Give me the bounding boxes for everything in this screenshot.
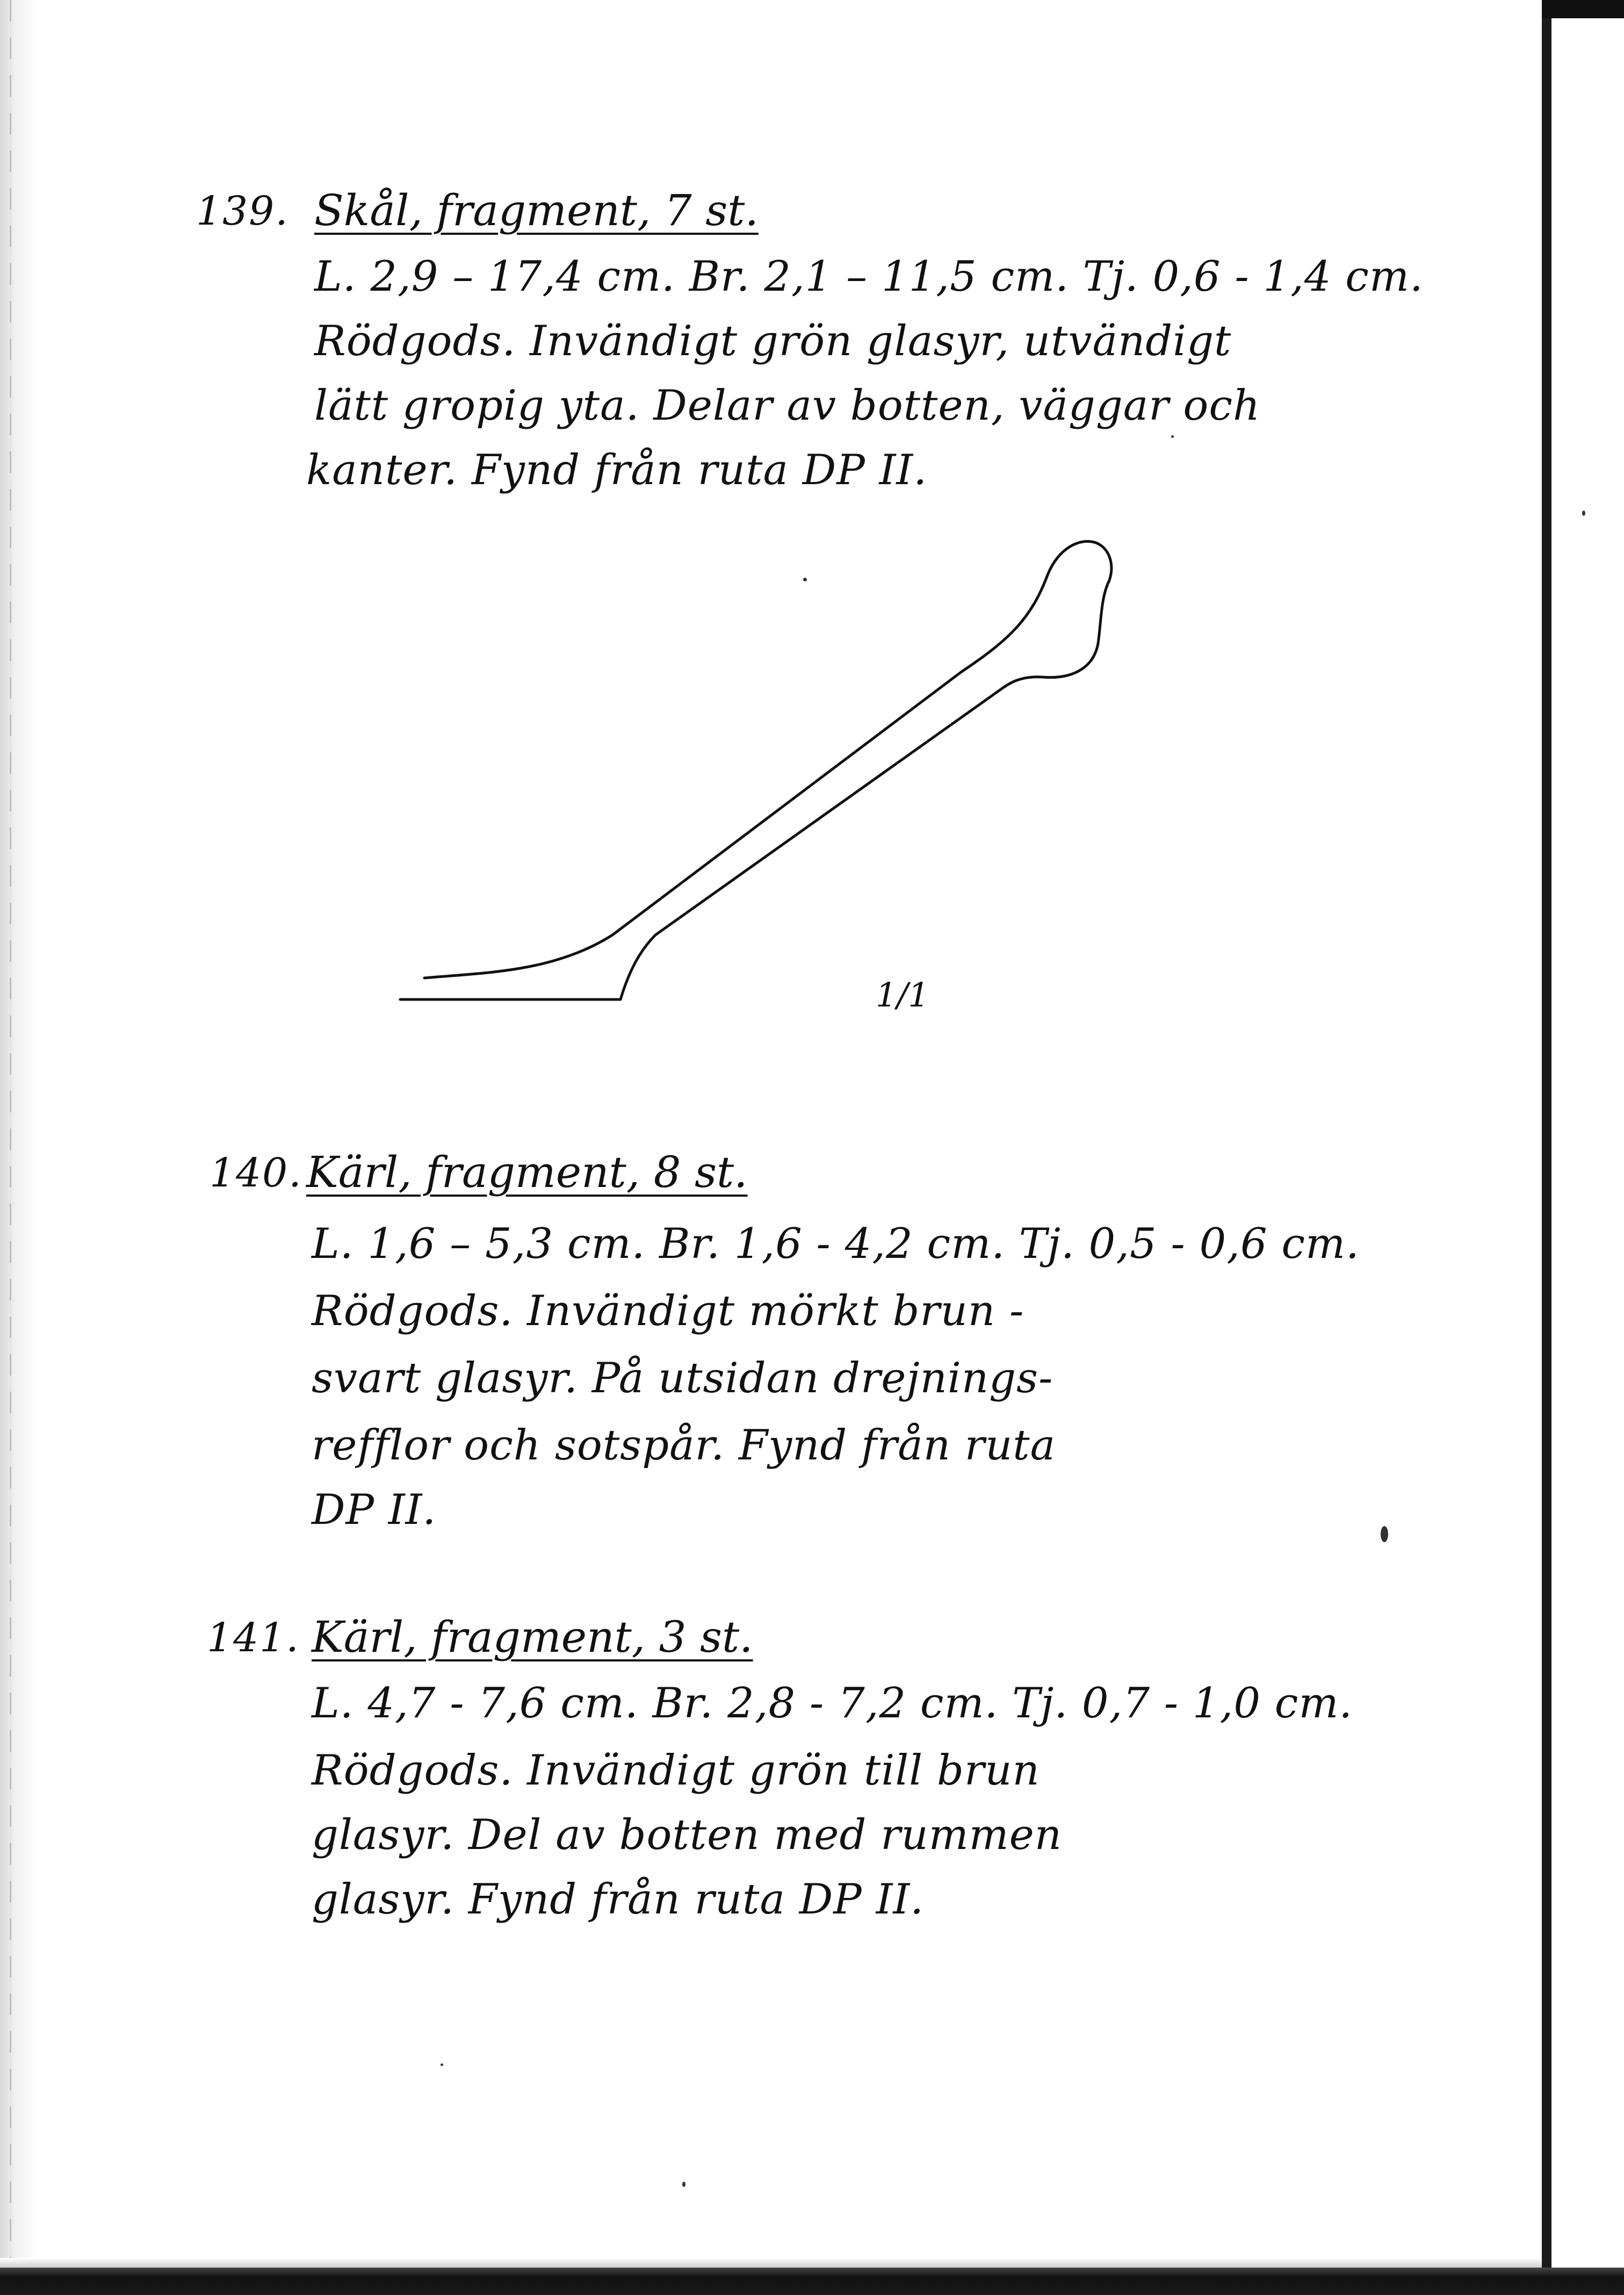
entry-title: Kärl, fragment, 3 st. [312, 1612, 753, 1662]
scan-speck [1381, 1526, 1388, 1542]
entry-line: glasyr. Del av botten med rummen [312, 1811, 1063, 1859]
entry-line: L. 1,6 – 5,3 cm. Br. 1,6 - 4,2 cm. Tj. 0,5 - 0,6 cm. [312, 1220, 1360, 1268]
scale-label: 1/1 [876, 975, 929, 1015]
entry-line: Rödgods. Invändigt mörkt brun - [312, 1287, 1024, 1335]
entry-line: Rödgods. Invändigt grön till brun [312, 1746, 1040, 1795]
entry-line: refflor och sotspår. Fynd från ruta [312, 1421, 1056, 1470]
scan-speck [1582, 510, 1585, 516]
entry-line: Rödgods. Invändigt grön glasyr, utvändigt [314, 317, 1232, 365]
vessel-profile-sketch [376, 527, 1182, 1032]
entry-line: kanter. Fynd från ruta DP II. [306, 446, 928, 494]
entry-line: DP II. [312, 1486, 437, 1534]
entry-title: Skål, fragment, 7 st. [314, 185, 759, 235]
right-page-edge [1542, 0, 1624, 2295]
entry-title: Kärl, fragment, 8 st. [306, 1147, 748, 1197]
profile-outline [400, 542, 1111, 1000]
entry-number: 140. [210, 1150, 302, 1196]
book-gutter [0, 0, 38, 2295]
entry-line: lätt gropig yta. Delar av botten, väggar och [314, 382, 1261, 430]
entry-number: 139. [196, 188, 289, 234]
scan-speck [1171, 435, 1174, 438]
entry-line: svart glasyr. På utsidan drejnings- [312, 1354, 1053, 1402]
scan-speck [803, 578, 807, 581]
entry-line: L. 4,7 - 7,6 cm. Br. 2,8 - 7,2 cm. Tj. 0,7 - 1,0 cm. [312, 1679, 1353, 1728]
scan-edge-top [1542, 0, 1624, 18]
entry-line: L. 2,9 – 17,4 cm. Br. 2,1 – 11,5 cm. Tj. 0,6 - 1,4 cm. [314, 253, 1424, 301]
scan-speck [682, 2182, 685, 2187]
scan-speck [441, 2063, 443, 2066]
scan-edge-bottom [0, 2268, 1624, 2295]
entry-line: glasyr. Fynd från ruta DP II. [312, 1875, 925, 1924]
entry-number: 141. [207, 1615, 300, 1661]
